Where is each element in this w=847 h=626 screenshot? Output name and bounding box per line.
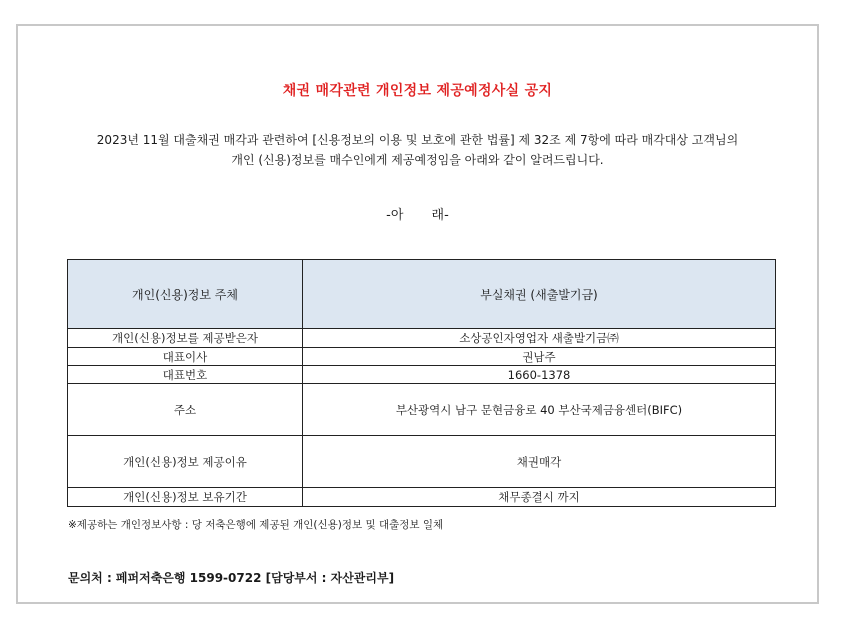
- notice-frame: [16, 24, 819, 604]
- info-table: [67, 259, 776, 507]
- header-label-cell: 개인(신용)정보 주체: [68, 260, 303, 329]
- section-divider: -아 래-: [386, 208, 449, 223]
- contact-info: 문의처 : 페퍼저축은행 1599-0722 [담당부서 : 자산관리부]: [68, 571, 395, 585]
- row-value: 채권매각: [303, 436, 776, 488]
- footnote: ※제공하는 개인정보사항 : 당 저축은행에 제공된 개인(신용)정보 및 대출정보 일체: [68, 519, 444, 531]
- header-value-cell: 부실채권 (새출발기금): [303, 260, 776, 329]
- row-label: 개인(신용)정보를 제공받은자: [68, 329, 303, 348]
- row-label: 대표이사: [68, 348, 303, 366]
- row-value: 권남주: [303, 348, 776, 366]
- notice-title: 채권 매각관련 개인정보 제공예정사실 공지: [282, 83, 553, 99]
- row-value: 부산광역시 남구 문현금융로 40 부산국제금융센터(BIFC): [303, 384, 776, 436]
- table-header-row: [68, 260, 776, 329]
- row-value: 소상공인자영업자 새출발기금㈜: [303, 329, 776, 348]
- row-value: 1660-1378: [303, 366, 776, 384]
- table-row: [68, 384, 776, 436]
- intro-line-2: 개인 (신용)정보를 매수인에게 제공예정임을 아래와 같이 알려드립니다.: [231, 153, 604, 167]
- table-row: [68, 329, 776, 348]
- table-row: [68, 348, 776, 366]
- table-row: [68, 436, 776, 488]
- row-value: 채무종결시 까지: [303, 488, 776, 507]
- row-label: 개인(신용)정보 제공이유: [68, 436, 303, 488]
- row-label: 대표번호: [68, 366, 303, 384]
- table-row: [68, 488, 776, 507]
- row-label: 개인(신용)정보 보유기간: [68, 488, 303, 507]
- table-row: [68, 366, 776, 384]
- intro-line-1: 2023년 11월 대출채권 매각과 관련하여 [신용정보의 이용 및 보호에 관한 법률] 제 32조 제 7항에 따라 매각대상 고객님의: [96, 133, 739, 147]
- row-label: 주소: [68, 384, 303, 436]
